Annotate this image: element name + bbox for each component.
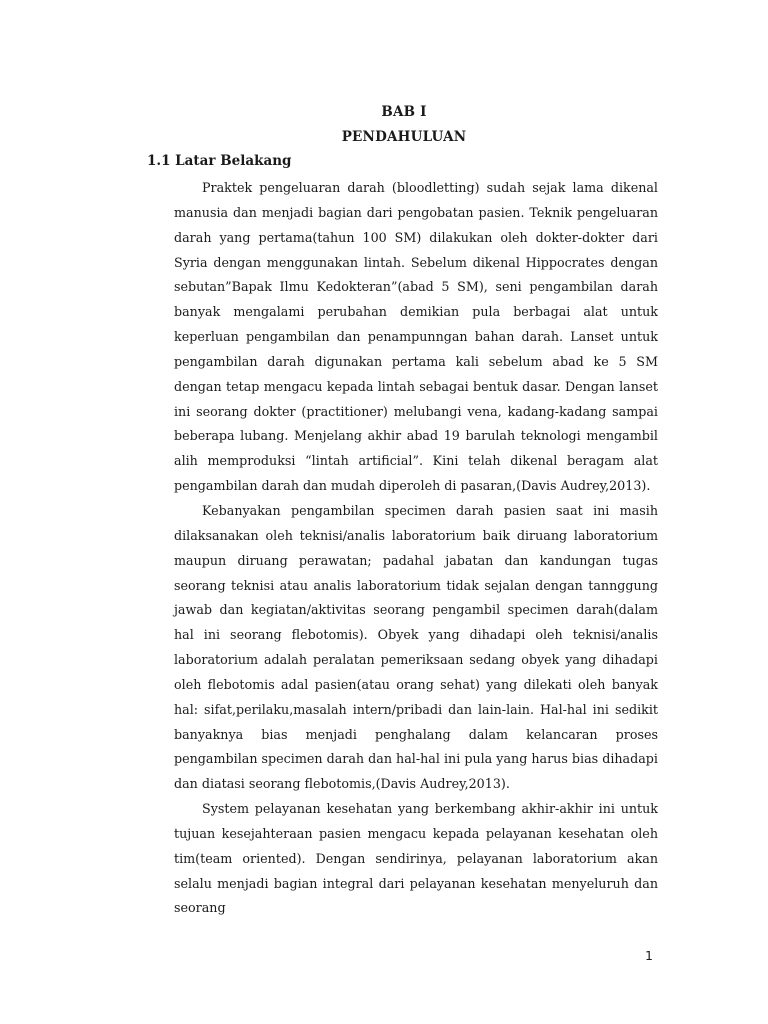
page-number: 1 <box>645 948 653 963</box>
chapter-label: BAB I <box>381 104 427 120</box>
paragraph: System pelayanan kesehatan yang berkembang akhir-akhir ini untuk tujuan kesejahteraan pasien mengacu kepada pelayanan kesehatan oleh tim(team oriented). Dengan sendirinya, pelayanan laboratorium akan selalu menjadi bagian integral dari pelayanan kesehatan menyeluruh dan seorang <box>174 801 658 916</box>
chapter-title: PENDAHULUAN <box>341 129 467 145</box>
body-text <box>174 176 658 921</box>
paragraph: Praktek pengeluaran darah (bloodletting) sudah sejak lama dikenal manusia dan menjadi bagian dari pengobatan pasien. Teknik pengeluaran darah yang pertama(tahun 100 SM) dilakukan oleh dokter-dokter dari Syria dengan menggunakan lintah. Sebelum dikenal Hippocrates dengan sebutan”Bapak Ilmu Kedokteran”(abad 5 SM), seni pengambilan darah banyak mengalami perubahan demikian pula berbagai alat untuk keperluan pengambilan dan penampunngan bahan darah. Lanset untuk pengambilan darah digunakan pertama kali sebelum abad ke 5 SM dengan tetap mengacu kepada lintah sebagai bentuk dasar. Dengan lanset ini seorang dokter (practitioner) melubangi vena, kadang-kadang sampai beberapa lubang. Menjelang akhir abad 19 barulah teknologi mengambil alih memproduksi “lintah artificial”. Kini telah dikenal beragam alat pengambilan darah dan mudah diperoleh di pasaran,(Davis Audrey,2013). <box>174 180 658 494</box>
paragraph: Kebanyakan pengambilan specimen darah pasien saat ini masih dilaksanakan oleh teknisi/analis laboratorium baik diruang laboratorium maupun diruang perawatan; padahal jabatan dan kandungan tugas seorang teknisi atau analis laboratorium tidak sejalan dengan tannggung jawab dan kegiatan/aktivitas seorang pengambil specimen darah(dalam hal ini seorang flebotomis). Obyek yang dihadapi oleh teknisi/analis laboratorium adalah peralatan pemeriksaan sedang obyek yang dihadapi oleh flebotomis adal pasien(atau orang sehat) yang dilekati oleh banyak hal: sifat,perilaku,masalah intern/pribadi dan lain-lain. Hal-hal ini sedikit banyaknya bias menjadi penghalang dalam kelancaran proses pengambilan specimen darah dan hal-hal ini pula yang harus bias dihadapi dan diatasi seorang flebotomis,(Davis Audrey,2013). <box>174 502 658 792</box>
section-heading: 1.1 Latar Belakang <box>147 153 292 169</box>
